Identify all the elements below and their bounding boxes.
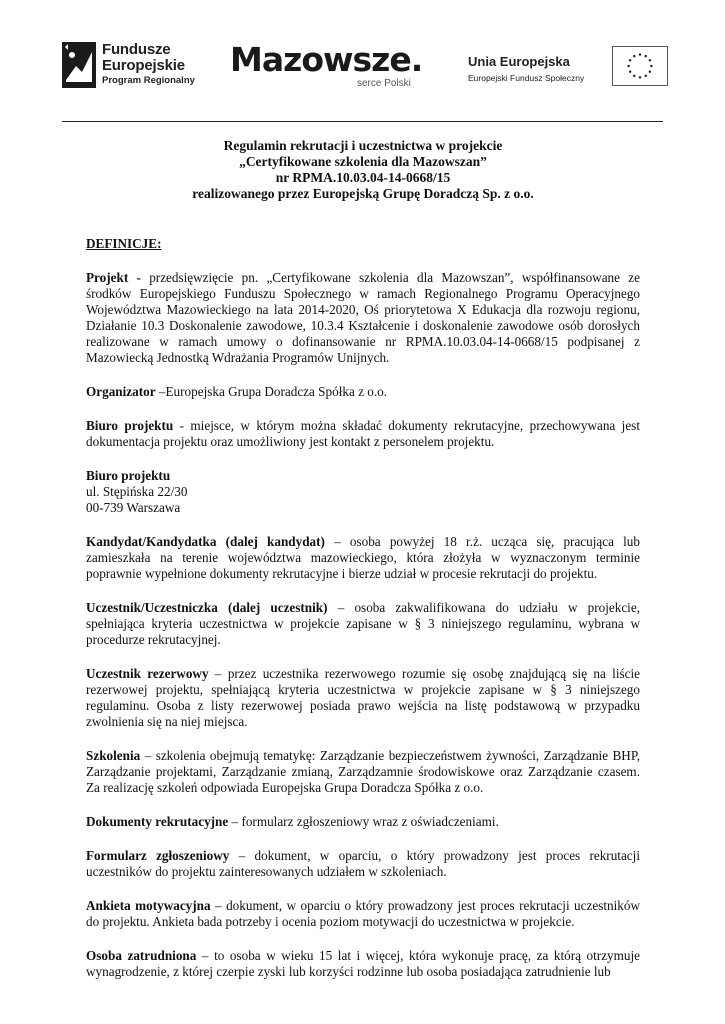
definition-term: Biuro projektu (86, 418, 174, 433)
definition-term: Ankieta motywacyjna (86, 898, 211, 913)
definition-term: Organizator (86, 384, 156, 399)
fundusze-europejskie-logo (62, 42, 222, 94)
definition-ankieta-motywacyjna (86, 898, 640, 930)
mazowsze-logo (230, 40, 430, 94)
definition-text: - miejsce, w którym można składać dokumenty rekrutacyjne, przechowywana jest dokumentacja projektu oraz umożliwiony jest kontakt z personelem projektu. (86, 418, 640, 449)
title-line-4: realizowanego przez Europejską Grupę Doradczą Sp. z o.o. (192, 186, 534, 201)
header-divider (62, 121, 663, 122)
definition-text: – szkolenia obejmują tematykę: Zarządzanie bezpieczeństwem żywności, Zarządzanie BHP, Zarządzanie projektami, Zarządzanie zmianą, Zarządzamnie środowiskowe oraz Zarządzanie czasem. Za realizację szkoleń odpowiada Europejska Grupa Doradcza Spółka z o.o. (86, 748, 640, 795)
document-title (86, 138, 640, 202)
definition-term: Uczestnik rezerwowy (86, 666, 209, 681)
definition-osoba-zatrudniona (86, 948, 640, 980)
logo-header (0, 0, 725, 118)
office-heading: Biuro projektu (86, 468, 171, 483)
section-heading: DEFINICJE: (86, 236, 162, 251)
definition-term: Kandydat/Kandydatka (dalej kandydat) (86, 534, 325, 549)
definition-szkolenia (86, 748, 640, 796)
definition-text: przedsięwzięcie pn. „Certyfikowane szkolenia dla Mazowszan”, współfinansowane ze środków Europejskiego Funduszu Społecznego w ramach Regionalnego Programu Operacyjnego Województwa Mazowieckiego na lata 2014-2020, Oś priorytetowa X Edukacja dla rozwoju regionu, Działanie 10.3 Doskonalenie zawodowe, 10.3.4 Kształcenie i doskonalenie zawodowe osób dorosłych realizowane w ramach umowy o dofinansowanie nr RPMA.10.03.04-14-0668/15 podpisanej z Mazowiecką Jednostką Wdrażania Programów Unijnych. (86, 270, 640, 365)
definition-term: Szkolenia (86, 748, 141, 763)
unia-subtitle: Europejski Fundusz Społeczny (468, 73, 585, 83)
definition-text: – osoba powyżej 18 r.ż. ucząca się, pracująca lub zamieszkała na terenie województwa mazowieckiego, która złożyła w wyznaczonym terminie poprawnie wypełnione dokumenty rekrutacyjne i bierze udział w procesie rekrutacji do projektu. (86, 534, 640, 581)
office-street: ul. Stępińska 22/30 (86, 484, 188, 499)
title-line-1: Regulamin rekrutacji i uczestnictwa w projekcie (223, 138, 503, 153)
definition-projekt (86, 270, 640, 366)
definition-text: –Europejska Grupa Doradcza Spółka z o.o. (155, 384, 388, 399)
definition-kandydat (86, 534, 640, 582)
definition-text: – przez uczestnika rezerwowego rozumie się osobę znajdującą się na liście rezerwowej projektu, spełniającą kryteria uczestnictwa w projekcie zapisane w § 3 niniejszego regulaminu. Osoba z listy rezerwowej posiada prawo wejścia na listę podstawową w przypadku zwolnienia się na niej miejsca. (86, 666, 640, 729)
office-city: 00-739 Warszawa (86, 500, 181, 515)
definition-uczestnik-rezerwowy (86, 666, 640, 730)
definition-uczestnik (86, 600, 640, 648)
definition-biuro-projektu (86, 418, 640, 450)
definition-organizator (86, 384, 640, 400)
definition-text: – dokument, w oparciu, o który prowadzony jest proces rekrutacji uczestników do projektu zainteresowanych udziałem w szkoleniach. (86, 848, 640, 879)
title-line-2: „Certyfikowane szkolenia dla Mazowszan” (239, 154, 487, 169)
fundusze-line2: Europejskie (102, 57, 185, 74)
definition-term: Formularz zgłoszeniowy (86, 848, 230, 863)
definition-term: Uczestnik/Uczestniczka (dalej uczestnik) (86, 600, 328, 615)
fundusze-line3: Program Regionalny (102, 75, 195, 86)
unia-europejska-logo (468, 46, 668, 96)
definition-dokumenty-rekrutacyjne (86, 814, 640, 830)
definition-text: – to osoba w wieku 15 lat i więcej, która wykonuje pracę, za którą otrzymuje wynagrodzenie, z której czerpie zyski lub korzyści rodzinne lub osoba posiadająca zatrudnienie lub (86, 948, 641, 979)
definition-term: Osoba zatrudniona (86, 948, 197, 963)
definition-text: – osoba zakwalifikowana do udziału w projekcie, spełniająca kryteria uczestnictwa w projekcie zapisane w § 3 niniejszego regulaminu, wybrana w procedurze rekrutacyjnej. (86, 600, 640, 647)
definition-term: Dokumenty rekrutacyjne (86, 814, 229, 829)
unia-title: Unia Europejska (468, 54, 570, 69)
mazowsze-wordmark: Mazowsze. (230, 40, 423, 79)
mazowsze-tagline: serce Polski (357, 78, 411, 89)
title-line-3: nr RPMA.10.03.04-14-0668/15 (275, 170, 451, 185)
definition-text: – dokument, w oparciu o który prowadzony jest proces rekrutacji uczestników do projektu. Ankieta bada potrzeby i ocenia poziom motywacji do uczestnictwa w projekcie. (86, 898, 640, 929)
fundusze-line1: Fundusze (102, 41, 171, 58)
definition-text: – formularz zgłoszeniowy wraz z oświadczeniami. (228, 814, 499, 829)
definition-formularz-zgloszeniowy (86, 848, 640, 880)
office-address (86, 468, 640, 516)
eu-flag-icon (612, 46, 668, 86)
document-body (86, 138, 640, 980)
definition-term: Projekt - (86, 270, 141, 285)
fundusze-europejskie-mark-icon (62, 42, 96, 94)
